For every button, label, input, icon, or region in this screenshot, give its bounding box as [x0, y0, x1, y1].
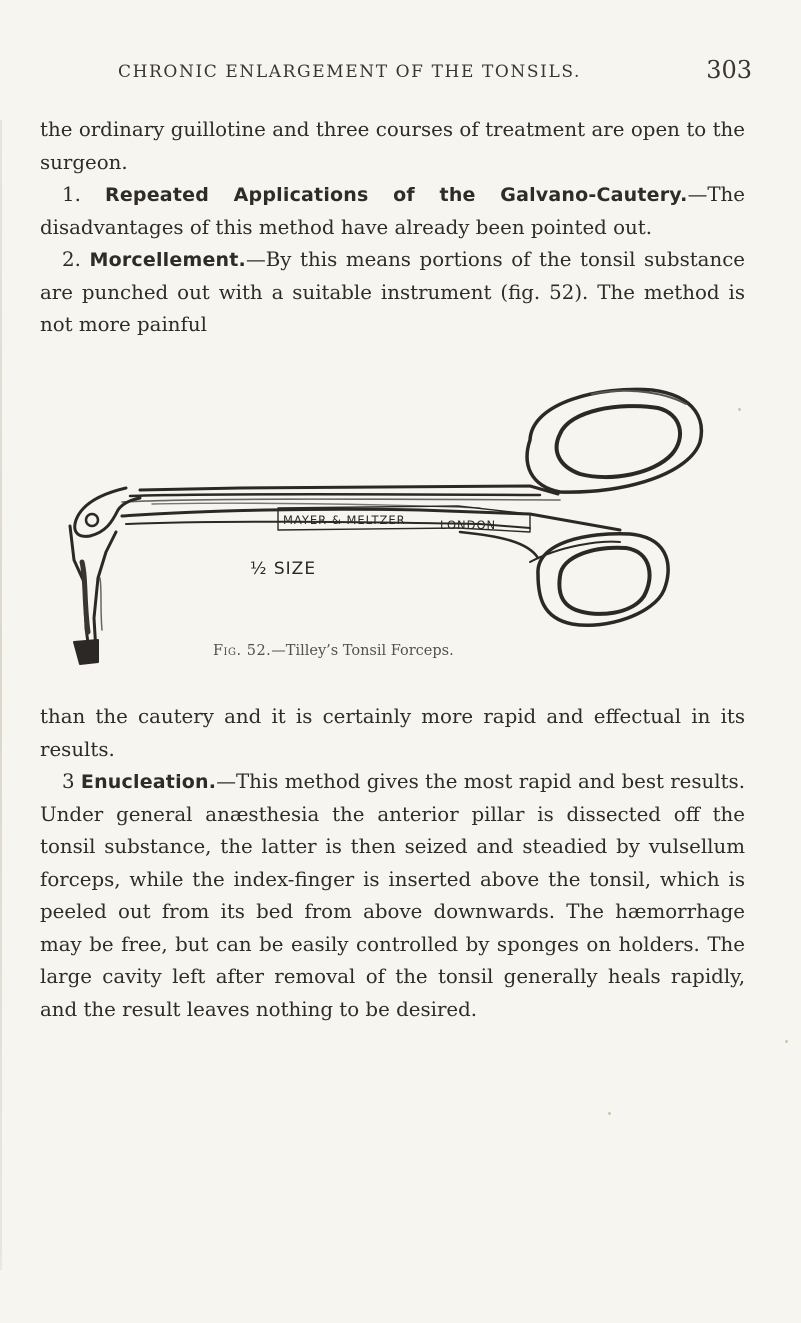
paragraph-enucleation	[40, 766, 745, 1026]
engraving-maker-text: MAYER & MELTZER	[283, 513, 406, 527]
paragraph-morcellement	[40, 244, 745, 342]
paragraph-intro-text: the ordinary guillotine and three courses of treatment are open to the surgeon.	[40, 118, 745, 174]
running-head	[40, 56, 770, 92]
text-block-top	[40, 114, 745, 342]
figure-caption-label: Fig. 52.	[213, 643, 272, 659]
scale-label: ½ SIZE	[250, 559, 317, 579]
figure-caption-text: —Tilley’s Tonsil Forceps.	[271, 643, 454, 659]
running-title: CHRONIC ENLARGEMENT OF THE TONSILS.	[118, 62, 582, 82]
figure-tonsil-forceps	[60, 382, 710, 672]
page-number: 303	[706, 56, 752, 84]
text-block-bottom	[40, 701, 745, 1026]
paragraph-text: —This method gives the most rapid and best results. Under general anæsthesia the anterior pillar is dissected off the tonsil substance, the latter is then seized and steadied by vulsellum forceps, while the index-finger is inserted above the tonsil, which is peeled out from its bed from above downwards. The hæmorrhage may be free, but can be easily controlled by sponges on holders. The large cavity left after removal of the tonsil generally heals rapidly, and the result leaves nothing to be desired.	[40, 770, 745, 1021]
forceps-illustration	[60, 382, 710, 672]
paragraph-intro	[40, 114, 745, 179]
paper-speck	[738, 408, 741, 411]
paper-speck	[785, 1040, 788, 1043]
paper-speck	[608, 1112, 611, 1115]
paragraph-text: than the cautery and it is certainly more rapid and effectual in its results.	[40, 705, 745, 761]
section-heading-morcellement: Morcellement.	[89, 249, 246, 271]
section-heading-galvano-cautery: Repeated Applications of the Galvano-Cautery.	[105, 184, 688, 206]
list-number: 1.	[62, 183, 81, 206]
paragraph-text: —By this means portions of the tonsil substance are punched out with a suitable instrument (fig. 52). The method is not more painful	[40, 248, 745, 336]
list-number: 3	[62, 770, 75, 793]
figure-caption	[213, 643, 513, 659]
page-edge-shadow	[0, 120, 2, 1270]
paragraph-galvano-cautery	[40, 179, 745, 244]
section-heading-enucleation: Enucleation.	[80, 771, 217, 793]
paragraph-text: —The disadvantages of this method have already been pointed out.	[40, 183, 745, 239]
engraving-city-text: LONDON	[440, 518, 497, 532]
list-number: 2.	[62, 248, 81, 271]
paragraph-continuation	[40, 701, 745, 766]
